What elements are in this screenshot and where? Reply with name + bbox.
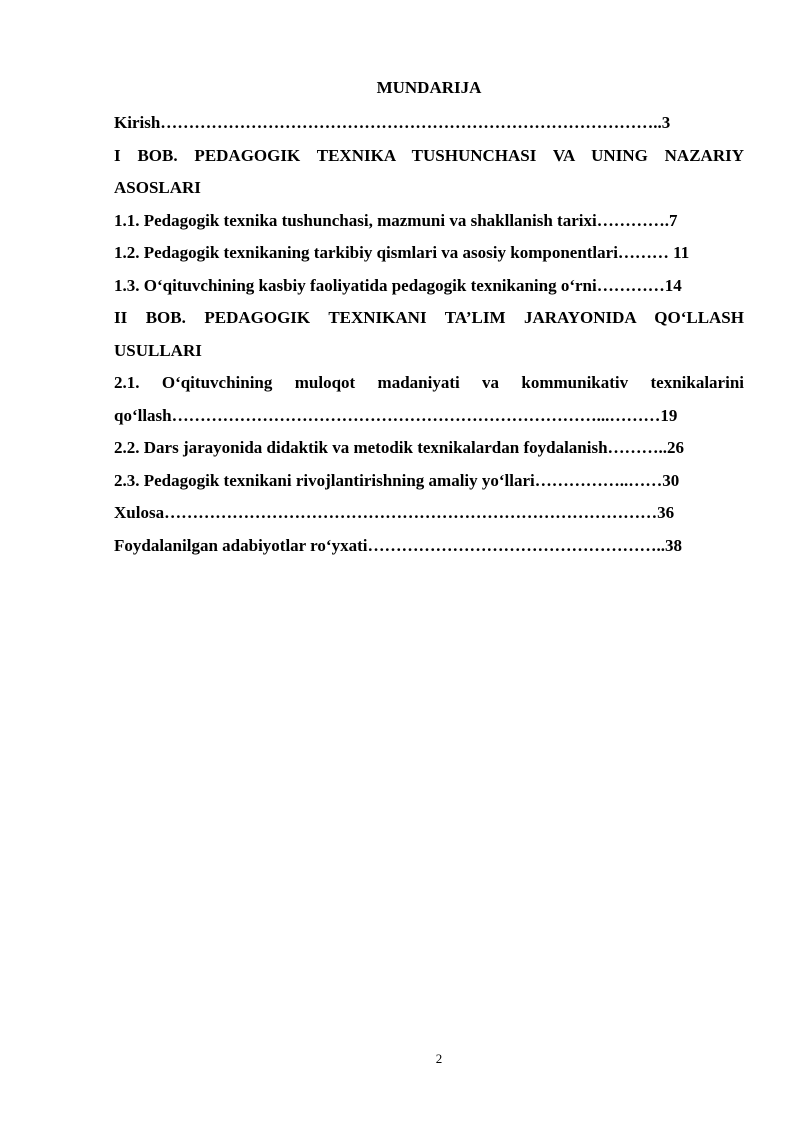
page-title: MUNDARIJA xyxy=(376,78,482,97)
toc-entry-section-2-3: 2.3. Pedagogik texnikani rivojlantirishning amaliy yo‘llari……………..……30 xyxy=(114,470,680,490)
toc-entry-chapter-2: II BOB. PEDAGOGIK TEXNIKANI TA’LIM JARAYONIDA QO‘LLASH USULLARI xyxy=(114,308,744,360)
toc-entry-section-1-3: 1.3. O‘qituvchining kasbiy faoliyatida pedagogik texnikaning o‘rni…………14 xyxy=(114,275,682,295)
toc-entry-section-1-1: 1.1. Pedagogik texnika tushunchasi, mazmuni va shakllanish tarixi………….7 xyxy=(114,210,678,230)
toc-entry-references: Foydalanilgan adabiyotlar ro‘yxati……………………………………………..38 xyxy=(114,535,682,555)
toc-entry-chapter-1: I BOB. PEDAGOGIK TEXNIKA TUSHUNCHASI VA UNING NAZARIY ASOSLARI xyxy=(114,145,744,197)
toc-entry-section-2-1: 2.1. O‘qituvchining muloqot madaniyati va kommunikativ texnikalarini qo‘llash…………………………………………………………………...………19 xyxy=(114,373,744,425)
toc-entry-conclusion: Xulosa……………………………………………………………………………36 xyxy=(114,503,675,522)
toc-entry-introduction: Kirish……………………………………………………………………………..3 xyxy=(114,113,671,132)
toc-entry-section-2-2: 2.2. Dars jarayonida didaktik va metodik texnikalardan foydalanish………..26 xyxy=(114,438,685,457)
page-number: 2 xyxy=(435,1051,443,1066)
table-of-contents xyxy=(114,107,744,562)
toc-entry-section-1-2: 1.2. Pedagogik texnikaning tarkibiy qismlari va asosiy komponentlari……… 11 xyxy=(114,243,690,262)
